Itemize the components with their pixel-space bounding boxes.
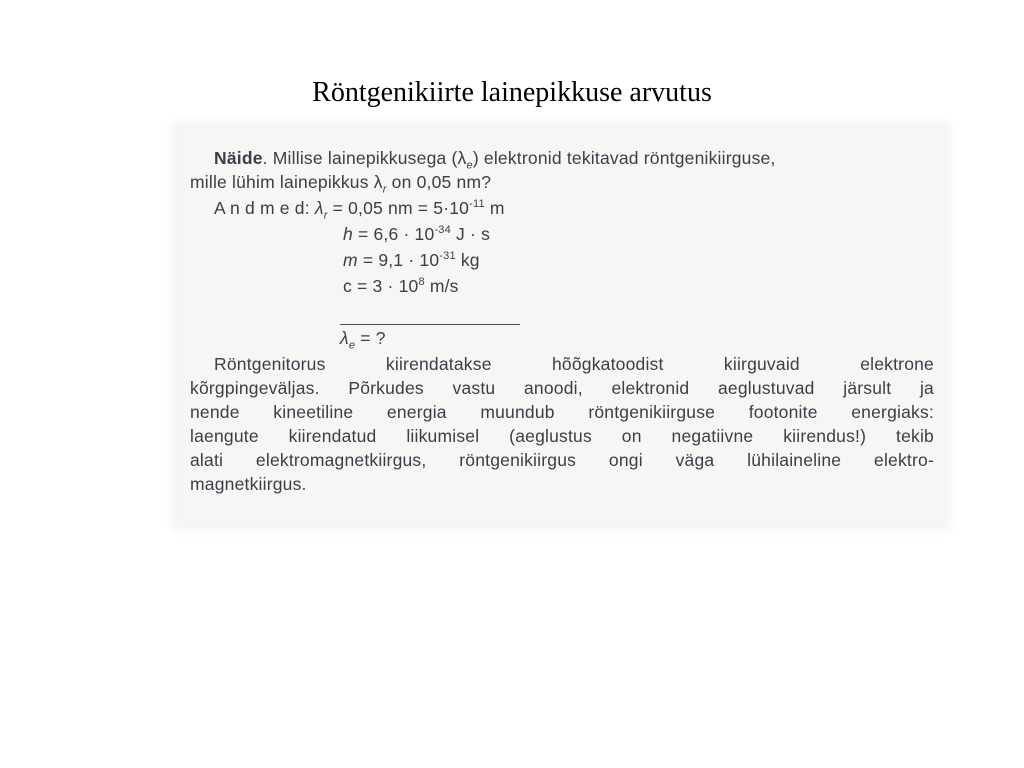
- given-heading: A n d m e d:: [214, 198, 310, 218]
- body-line-3: nende kineetiline energia muundub röntgenikiirguse footonite energiaks:: [190, 402, 934, 422]
- given-m: $m = 9,1 \cdot 10^{-31}$ kg: [343, 250, 480, 270]
- example-question-line-1: Näide. Millise lainepikkusega $(\lambda_e)$ elektronid tekitavad röntgenikiirguse,: [214, 148, 776, 172]
- scanned-textbook-excerpt: [178, 128, 944, 524]
- given-lambda-r: A n d m e d: $\lambda_r = 0,05$ nm = $5\cdot 10^{-11}$ m: [214, 198, 505, 222]
- body-line-2: kõrgpingeväljas. Põrkudes vastu anoodi, elektronid aeglustuvad järsult ja: [190, 378, 934, 398]
- given-h: $h = 6,6 \cdot 10^{-34}$ J · s: [343, 224, 491, 244]
- body-line-5: alati elektromagnetkiirgus, röntgenikiirgus ongi väga lühilaineline elektro-: [190, 450, 934, 470]
- body-line-4: laengute kiirendatud liikumisel (aeglustus on negatiivne kiirendus!) tekib: [190, 426, 934, 446]
- unknown-lambda-e: $\lambda_e$ = ?: [340, 328, 386, 352]
- example-question-line-2: mille lühim lainepikkus $\lambda_r$ on 0,05 nm?: [190, 172, 492, 196]
- example-label: Näide: [214, 148, 263, 168]
- slide-title: Röntgenikiirte lainepikkuse arvutus: [312, 77, 712, 108]
- body-line-1: Röntgenitorus kiirendatakse hõõgkatoodist kiirguvaid elektrone: [214, 354, 934, 374]
- body-line-6: magnetkiirgus.: [190, 474, 307, 494]
- given-c: $c = 3 \cdot 10^8$ m/s: [343, 276, 459, 296]
- given-separator-rule: [340, 324, 520, 325]
